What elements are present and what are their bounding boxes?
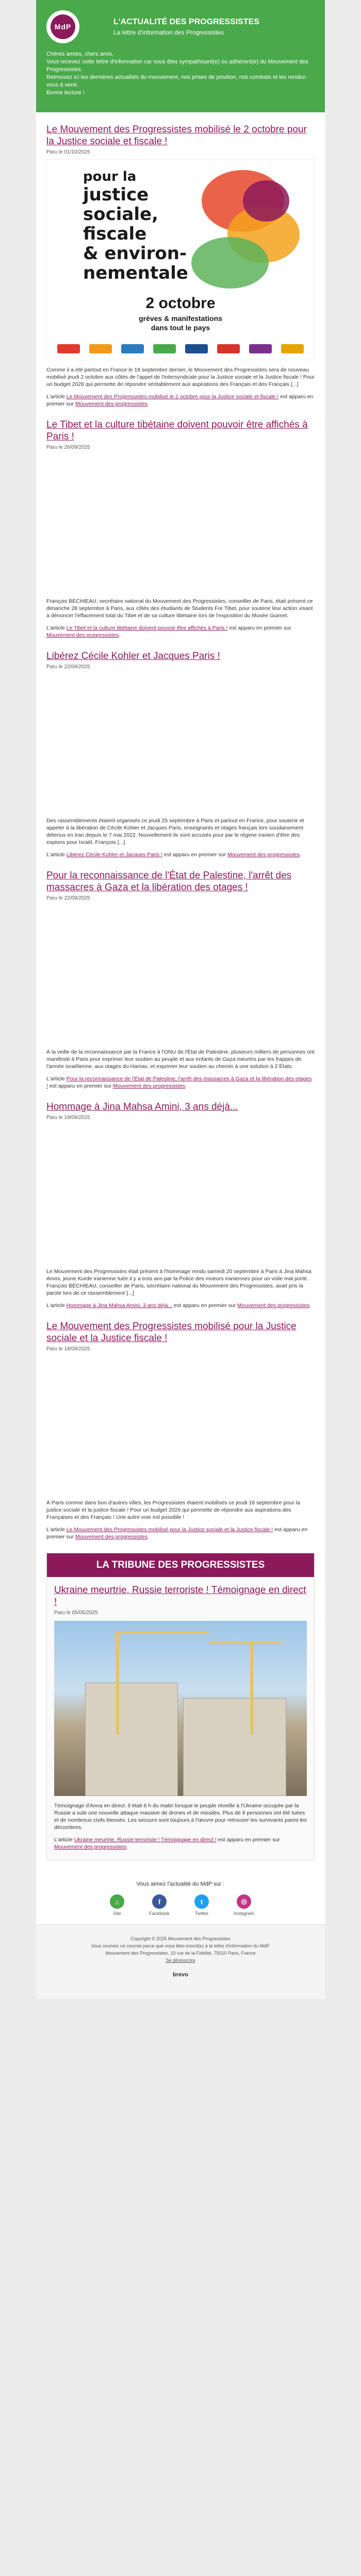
article-image-area <box>46 1121 315 1265</box>
article-title-link[interactable]: Le Mouvement des Progressistes mobilisé le 2 octobre pour la Justice sociale et fiscale ! <box>46 124 307 147</box>
photo-crane <box>116 1631 119 1734</box>
follow-text: Vous aimez l'actualité du MdP sur : <box>136 1881 225 1887</box>
source-suffix: est apparu en premier sur <box>163 852 226 858</box>
tribune-header: LA TRIBUNE DES PROGRESSISTES <box>47 1553 314 1577</box>
article-source-link[interactable]: Le Mouvement des Progressistes mobilisé pour la Justice sociale et la Justice fiscale ! <box>66 1527 273 1533</box>
article-body: Comme il a été partout en France le 18 septembre dernier, le Mouvement des Progressistes sera de nouveau mobilisé jeudi 2 octobre aux côtés de l'appel de l'intersyndicale pour la Justice sociale et la Justice fiscale ! Pour un budget 2026 qui permette de répondre véritablement aux aspirations des Français et des Français [...] <box>46 367 315 387</box>
union-logo <box>89 344 112 353</box>
bombed-building-photo[interactable] <box>54 1621 307 1796</box>
social-instagram[interactable] <box>229 1894 258 1916</box>
union-logo <box>217 344 240 353</box>
article-image-area <box>46 1352 315 1496</box>
photo-building <box>183 1698 286 1796</box>
site-link[interactable]: Mouvement des progressistes <box>46 632 119 638</box>
article <box>36 408 325 639</box>
source-suffix: est apparu en premier sur <box>49 1083 112 1089</box>
source-suffix: est apparu en premier sur <box>174 1302 236 1309</box>
article-source-link[interactable]: Libérez Cécile Kohler et Jacques Paris ! <box>66 852 162 858</box>
article-title-link[interactable]: Le Mouvement des Progressistes mobilisé pour la Justice sociale et la Justice fiscale ! <box>46 1321 297 1344</box>
copyright: Copyright © 2025 Mouvement des Progressistes <box>130 1936 231 1941</box>
article <box>36 112 325 408</box>
article-date: Paru le 18/09/2025 <box>46 1346 90 1352</box>
article-date: Paru le 01/10/2025 <box>46 149 90 155</box>
article-body: Le Mouvement des Progressistes était présent à l'hommage rendu samedi 20 septembre à Paris à Jina Mahsa Amini, jeune Kurde iranienne tuée il y a trois ans par la Police des moeurs iraniennes pour un voile mal porté. François BÉCHIEAU, conseiller de Paris, secrétaire national du Mouvement des Progressistes, avait pris la parole lors de ce rassemblement [...] <box>46 1268 311 1296</box>
article-title-link[interactable]: Hommage à Jina Mahsa Amini, 3 ans déjà... <box>46 1101 238 1112</box>
article-date: Paru le 19/09/2025 <box>46 1115 90 1121</box>
social-label: Site <box>113 1911 121 1916</box>
source-prefix: L'article <box>46 1527 65 1533</box>
source-suffix: est apparu en premier sur <box>229 625 291 631</box>
source-suffix: est apparu en premier sur <box>218 1837 280 1843</box>
site-link[interactable]: Mouvement des progressistes <box>75 401 148 407</box>
tribune-title-link[interactable]: Ukraine meurtrie, Russie terroriste ! Témoignage en direct ! <box>54 1585 306 1607</box>
home-icon[interactable]: ⌂ <box>110 1894 124 1909</box>
poster-date-sub: grèves & manifestations <box>139 314 222 323</box>
article <box>36 639 325 858</box>
header-subtitle: La lettre d'information des Progressistes <box>113 29 224 36</box>
poster-date: 2 octobre <box>145 295 216 312</box>
poster-text: pour la <box>83 169 137 184</box>
tribune-section <box>46 1553 315 1860</box>
social-label: Twitter <box>194 1911 209 1916</box>
photo-crane <box>209 1641 281 1644</box>
union-logo <box>249 344 272 353</box>
follow-section <box>36 1860 325 1924</box>
article-source-line: L'article Le Mouvement des Progressistes mobilisé le 2 octobre pour la Justice sociale et fiscale ! est apparu en premier sur Mouvement des progressistes. <box>46 394 314 407</box>
intro-line: Chères amies, chers amis, <box>46 51 114 57</box>
article-source-line: L'article Libérez Cécile Kohler et Jacques Paris ! est apparu en premier sur Mouvement des progressistes. <box>46 852 302 858</box>
source-prefix: L'article <box>46 625 65 631</box>
article-body: François BÉCHIEAU, secrétaire national du Mouvement des Progressistes, conseiller de Paris, était présent ce dimanche 28 septembre à Paris, aux côtés des étudiants de Students For Tibet, pour soutenir leur action visant à dénoncer l'effacement total du Tibet et de sa culture tibétaine lors de l'exposition du Musée Guimet. <box>46 598 313 619</box>
article-source-link[interactable]: Le Mouvement des Progressistes mobilisé le 2 octobre pour la Justice sociale et fiscale ! <box>66 394 279 400</box>
article-image-area <box>46 670 315 814</box>
social-links <box>46 1894 315 1916</box>
source-prefix: L'article <box>46 852 65 858</box>
article-title-link[interactable]: Le Tibet et la culture tibétaine doivent pouvoir être affichés à Paris ! <box>46 419 308 442</box>
source-prefix: L'article <box>46 1076 65 1082</box>
poster-date-sub: dans tout le pays <box>151 324 210 332</box>
poster-text: sociale, <box>83 204 158 225</box>
social-twitter[interactable] <box>187 1894 216 1916</box>
article <box>36 1309 325 1540</box>
article-source-link[interactable]: Pour la reconnaissance de l'État de Palestine, l'arrêt des massacres à Gaza et la libération des otages ! <box>46 1076 312 1089</box>
mdp-logo[interactable] <box>46 10 79 43</box>
site-link[interactable]: Mouvement des progressistes <box>113 1083 186 1089</box>
site-link[interactable]: Mouvement des progressistes <box>54 1844 127 1850</box>
article-source-link[interactable]: Hommage à Jina Mahsa Amini, 3 ans déjà... <box>66 1302 173 1309</box>
poster-text: justice <box>83 184 149 205</box>
intro-line: Retrouvez ici les dernières actualités du mouvement, nos prises de position, nos combats et les rendez-vous à venir. <box>46 74 307 88</box>
social-label: Facebook <box>149 1911 170 1916</box>
article-date: Paru le 22/09/2025 <box>46 895 90 901</box>
article-date: Paru le 26/09/2025 <box>46 445 90 450</box>
source-suffix: est apparu en premier sur <box>46 394 314 407</box>
logo-text: MdP <box>54 23 72 31</box>
unsubscribe-link[interactable]: Se désinscrire <box>166 1958 195 1963</box>
newsletter-footer <box>36 1924 325 1999</box>
photo-crane <box>116 1631 209 1634</box>
facebook-icon[interactable]: f <box>152 1894 167 1909</box>
poster-paint-splash <box>243 180 289 222</box>
union-logo <box>57 344 80 353</box>
article-image-area <box>46 901 315 1045</box>
source-prefix: L'article <box>54 1837 73 1843</box>
article-title-link[interactable]: Pour la reconnaissance de l'État de Palestine, l'arrêt des massacres à Gaza et la libération des otages ! <box>46 870 292 893</box>
article <box>36 858 325 1090</box>
article-source-line: L'article Le Tibet et la culture tibétaine doivent pouvoir être affichés à Paris ! est apparu en premier sur Mouvement des progressistes. <box>46 625 291 638</box>
article-date: Paru le 22/09/2025 <box>46 664 90 670</box>
intro-line: Bonne lecture ! <box>46 90 85 96</box>
footer-reason: Vous recevez ce courriel parce que vous êtes inscrit(e) à la lettre d'information du MdP. <box>91 1943 270 1948</box>
social-site[interactable] <box>103 1894 132 1916</box>
union-logos <box>57 344 304 353</box>
poster-text: & environ- <box>83 243 187 264</box>
site-link[interactable]: Mouvement des progressistes <box>227 852 300 858</box>
intro-line: Vous recevez cette lettre d'information car vous êtes sympathisant(e) ou adhérent(e) du Mouvement des Progressistes. <box>46 59 308 73</box>
source-suffix: est apparu en premier sur <box>46 1527 308 1540</box>
site-link[interactable]: Mouvement des progressistes <box>75 1534 148 1540</box>
brevo-logo[interactable]: brevo <box>173 1972 188 1978</box>
source-prefix: L'article <box>46 1302 65 1309</box>
newsletter <box>36 0 325 1999</box>
mobilisation-poster[interactable] <box>46 159 315 360</box>
header-title: L'ACTUALITÉ DES PROGRESSISTES <box>113 18 259 26</box>
article-image-area <box>46 450 315 595</box>
article-source-link[interactable]: Le Tibet et la culture tibétaine doivent pouvoir être affichés à Paris ! <box>66 625 228 631</box>
union-logo <box>121 344 144 353</box>
source-prefix: L'article <box>46 394 65 400</box>
union-logo <box>185 344 208 353</box>
article-body: À Paris comme dans bon d'autres villes, les Progressistes étaient mobilisés ce jeudi 18 septembre pour la justice sociale et la justice fiscale ! Pour un budget 2026 qui permette de répondre aux aspirations des Françaises et des Français ! Une autre voie est possible ! <box>46 1500 300 1520</box>
tribune-source-line: L'article Ukraine meurtrie, Russie terroriste ! Témoignage en direct ! est apparu en premier sur Mouvement des progressistes. <box>54 1837 280 1850</box>
article-source-line: L'article Le Mouvement des Progressistes mobilisé pour la Justice sociale et la Justice fiscale ! est apparu en premier sur Mouvement des progressistes. <box>46 1527 308 1540</box>
poster-paint-splash <box>191 237 269 289</box>
photo-crane <box>250 1641 253 1734</box>
social-facebook[interactable] <box>145 1894 174 1916</box>
tribune-date: Paru le 05/05/2025 <box>54 1610 98 1616</box>
tribune-body: Témoignage d'Anna en direct. Il était 6 h du matin lorsque le peuple réveille à l'Ukraine occupée par la Russie a subi une nouvelle attaque massive de drones et de missiles. Plus de 8 personnes ont été tuées et de nombreux civils blessés. Les secours sont toujours à l'œuvre pour retrouver les survivants parmi les décombres. <box>54 1803 307 1831</box>
article-body: Des rassemblements étaient organisés ce jeudi 25 septembre à Paris et partout en France, pour soutenir et appeler à la libération de Cécile Kohler et Jacques Paris, enseignants et otages français lors soudainement détenus en Iran depuis le 7 mai 2022. Nouvellement ils sont accusés pour par le régime iranien d'être des espions pour Israël. François [...] <box>46 818 304 845</box>
newsletter-header <box>36 0 325 112</box>
instagram-icon[interactable]: ◎ <box>237 1894 251 1909</box>
footer-address: Mouvement des Progressistes, 10 rue de la Fidélité, 75010 Paris, France <box>105 1951 256 1956</box>
social-label: Instagram <box>233 1911 255 1916</box>
photo-building <box>85 1683 178 1796</box>
article <box>36 1090 325 1309</box>
tribune-source-link[interactable]: Ukraine meurtrie, Russie terroriste ! Témoignage en direct ! <box>74 1837 217 1843</box>
article-source-line: L'article Pour la reconnaissance de l'État de Palestine, l'arrêt des massacres à Gaza et la libération des otages ! est apparu en premier sur Mouvement des progressistes. <box>46 1076 312 1089</box>
article-body: À la veille de la reconnaissance par la France à l'ONU de l'État de Palestine, plusieurs milliers de personnes ont manifesté à Paris pour exprimer leur soutien au peuple et aux enfants de Gaza meurtris par les frappes de l'armée israélienne, aux otages du Hamas, et exprimer leur soutien au chemin à une solution à 2 États. <box>46 1049 315 1070</box>
header-intro <box>46 50 315 97</box>
twitter-icon[interactable]: t <box>194 1894 209 1909</box>
site-link[interactable]: Mouvement des progressistes <box>237 1302 310 1309</box>
poster-text: nementale <box>83 263 188 283</box>
union-logo <box>153 344 176 353</box>
article-title-link[interactable]: Libérez Cécile Kohler et Jacques Paris ! <box>46 651 220 662</box>
union-logo <box>281 344 304 353</box>
poster-text: fiscale <box>83 224 147 244</box>
article-source-line: L'article Hommage à Jina Mahsa Amini, 3 ans déjà... est apparu en premier sur Mouvement des progressistes. <box>46 1302 311 1309</box>
